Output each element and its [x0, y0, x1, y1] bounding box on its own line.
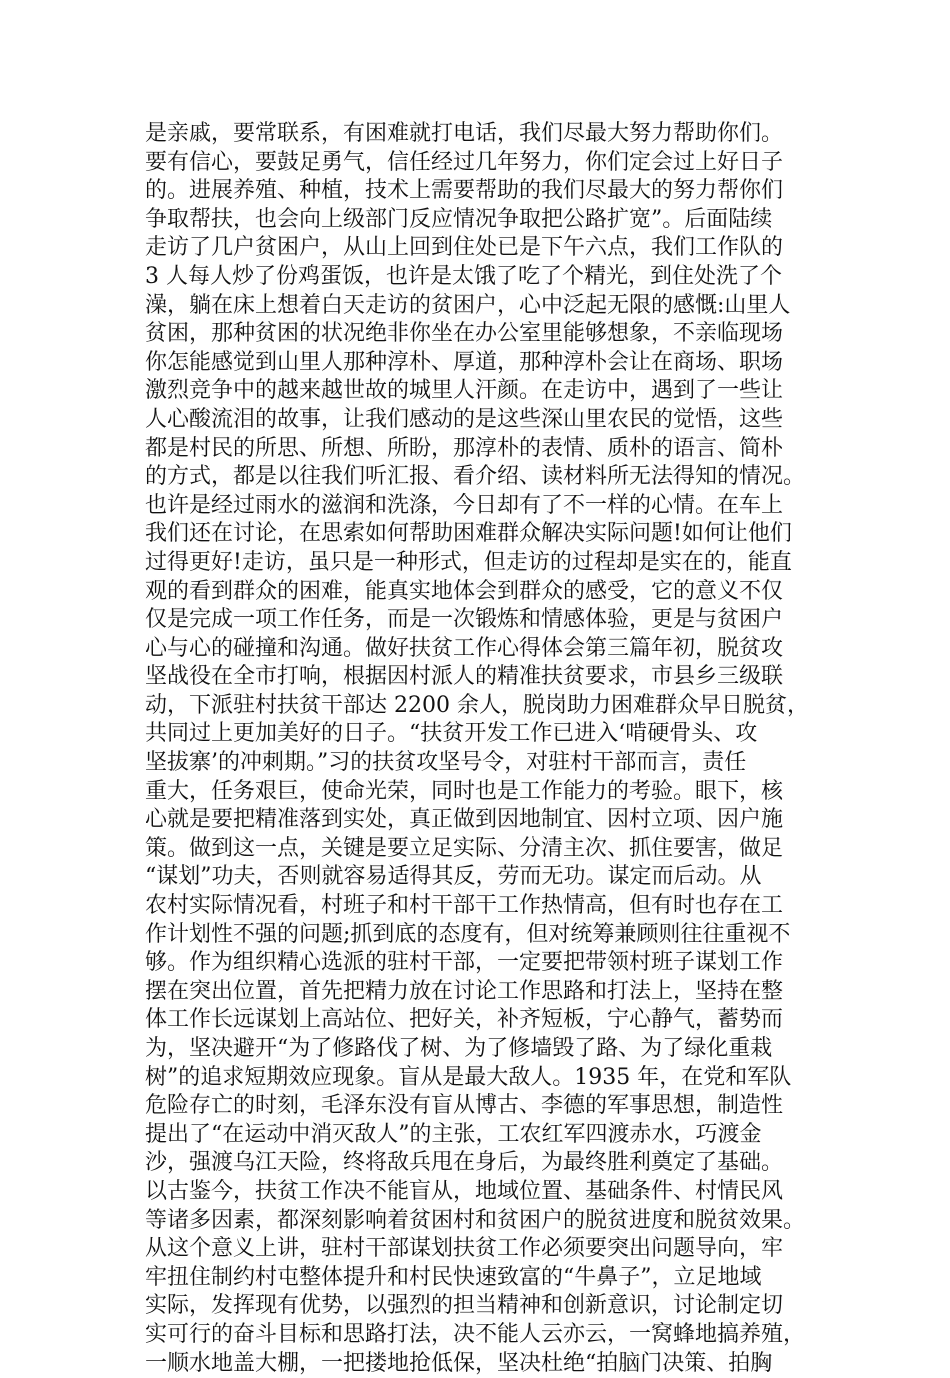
text-line: 坚拔寨’的冲刺期。”习的扶贫攻坚号令，对驻村干部而言，责任	[145, 750, 747, 776]
text-line: 动，下派驻村扶贫干部达 2200 余人，脱岗助力困难群众早日脱贫，	[145, 692, 809, 718]
text-line: 人心酸流泪的故事，让我们感动的是这些深山里农民的觉悟，这些	[145, 406, 784, 432]
text-line: 等诸多因素，都深刻影响着贫困村和贫困户的脱贫进度和脱贫效果。	[145, 1207, 806, 1233]
text-line: 为，坚决避开“为了修路伐了树、为了修墙毁了路、为了绿化重栽	[145, 1036, 773, 1061]
text-line: 心就是要把精准落到实处，真正做到因地制宜、因村立项、因户施	[145, 807, 784, 833]
text-line: 实可行的奋斗目标和思路打法，决不能人云亦云，一窝蜂地搞养殖，	[145, 1321, 806, 1347]
text-line: 仅是完成一项工作任务，而是一次锻炼和情感体验，更是与贫困户	[145, 607, 784, 633]
text-line: 观的看到群众的困难，能真实地体会到群众的感受，它的意义不仅	[145, 578, 784, 604]
text-line: 提出了“在运动中消灭敌人”的主张，工农红军四渡赤水，巧渡金	[145, 1121, 762, 1147]
text-line: 都是村民的所思、所想、所盼，那淳朴的表情、质朴的语言、简朴	[145, 435, 784, 461]
text-line: 从这个意义上讲，驻村干部谋划扶贫工作必须要突出问题导向，牢	[145, 1236, 784, 1262]
text-line: 共同过上更加美好的日子。“扶贫开发工作已进入‘啃硬骨头、攻	[145, 721, 758, 747]
text-line: 3 人每人炒了份鸡蛋饭，也许是太饿了吃了个精光，到住处洗了个	[145, 263, 782, 289]
text-line: 够。作为组织精心选派的驻村干部，一定要把带领村班子谋划工作	[145, 950, 784, 976]
text-line: 我们还在讨论，在思索如何帮助困难群众解决实际问题!如何让他们	[145, 521, 792, 547]
text-line: 体工作长远谋划上高站位、把好关，补齐短板，宁心静气，蓄势而	[145, 1007, 784, 1033]
body-text	[145, 120, 825, 1378]
text-line: 树”的追求短期效应现象。盲从是最大敌人。1935 年，在党和军队	[145, 1064, 792, 1090]
text-line: 你怎能感觉到山里人那种淳朴、厚道，那种淳朴会让在商场、职场	[145, 349, 784, 375]
text-line: “谋划”功夫，否则就容易适得其反，劳而无功。谋定而后动。从	[145, 864, 762, 890]
text-line: 危险存亡的时刻，毛泽东没有盲从博古、李德的军事思想，制造性	[145, 1093, 784, 1119]
text-line: 摆在突出位置，首先把精力放在讨论工作思路和打法上，坚持在整	[145, 978, 784, 1004]
text-line: 坚战役在全市打响，根据因村派人的精准扶贫要求，市县乡三级联	[145, 664, 784, 690]
text-line: 牢扭住制约村屯整体提升和村民快速致富的“牛鼻子”，立足地域	[145, 1264, 762, 1290]
text-line: 贫困，那种贫困的状况绝非你坐在办公室里能够想象，不亲临现场	[145, 321, 784, 347]
text-line: 以古鉴今，扶贫工作决不能盲从，地域位置、基础条件、村情民风	[145, 1178, 784, 1204]
text-line: 一顺水地盖大棚，一把搂地抢低保，坚决杜绝“拍脑门决策、拍胸	[145, 1350, 773, 1376]
text-line: 争取帮扶，也会向上级部门反应情况争取把公路扩宽”。后面陆续	[145, 206, 773, 232]
text-line: 重大，任务艰巨，使命光荣，同时也是工作能力的考验。眼下，核	[145, 778, 784, 804]
text-line: 农村实际情况看，村班子和村干部干工作热情高，但有时也存在工	[145, 893, 784, 919]
text-line: 心与心的碰撞和沟通。做好扶贫工作心得体会第三篇年初，脱贫攻	[145, 635, 784, 661]
text-line: 实际，发挥现有优势，以强烈的担当精神和创新意识，讨论制定切	[145, 1293, 784, 1319]
text-line: 走访了几户贫困户，从山上回到住处已是下午六点，我们工作队的	[145, 235, 784, 261]
text-line: 也许是经过雨水的滋润和洗涤，今日却有了不一样的心情。在车上	[145, 492, 784, 518]
text-line: 策。做到这一点，关键是要立足实际、分清主次、抓住要害，做足	[145, 835, 784, 861]
text-line: 要有信心，要鼓足勇气，信任经过几年努力，你们定会过上好日子	[145, 149, 784, 175]
text-line: 沙，强渡乌江天险，终将敌兵甩在身后，为最终胜利奠定了基础。	[145, 1150, 784, 1176]
text-line: 澡，躺在床上想着白天走访的贫困户，心中泛起无限的感慨:山里人	[145, 292, 791, 318]
text-line: 是亲戚，要常联系，有困难就打电话，我们尽最大努力帮助你们。	[145, 121, 784, 146]
text-line: 激烈竞争中的越来越世故的城里人汗颜。在走访中，遇到了一些让	[145, 378, 784, 404]
text-line: 作计划性不强的问题;抓到底的态度有，但对统筹兼顾则往往重视不	[145, 921, 791, 947]
text-line: 的方式，都是以往我们听汇报、看介绍、读材料所无法得知的情况。	[145, 464, 806, 490]
text-line: 的。进展养殖、种植，技术上需要帮助的我们尽最大的努力帮你们	[145, 178, 784, 204]
text-line: 过得更好!走访，虽只是一种形式，但走访的过程却是实在的，能直	[145, 549, 792, 575]
